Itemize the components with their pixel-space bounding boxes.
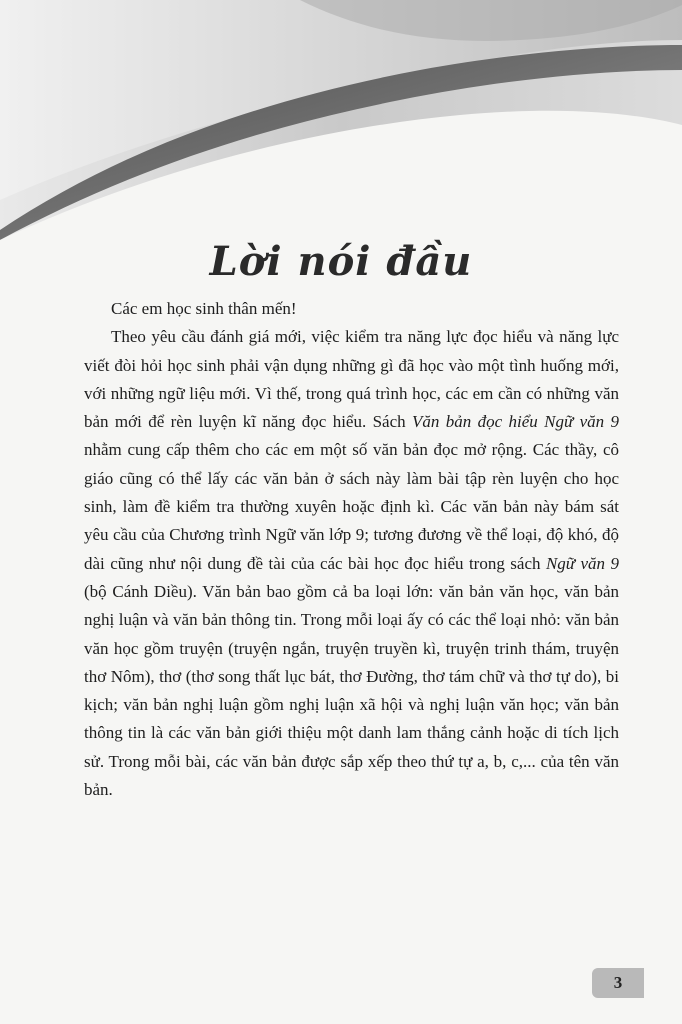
paragraph-text-1: Theo yêu cầu đánh giá mới, việc kiểm tra năng lực đọc hiểu và năng lực viết đòi hỏi học sinh phải vận dụng những gì đã học vào một tình huống mới, với những ngữ liệu mới. Vì thế, trong quá trình học, các em cần có những văn bản mới để rèn luyện kĩ năng đọc hiểu. Sách [84,327,619,432]
greeting-line: Các em học sinh thân mến! [111,299,297,318]
preface-body [84,295,619,804]
preface-paragraph [84,323,619,804]
decorative-swoosh-header [0,0,682,240]
page-number: 3 [613,973,623,992]
page-title: Lời nói đầu [209,238,473,285]
paragraph-text-2: nhằm cung cấp thêm cho các em một số văn bản đọc mở rộng. Các thầy, cô giáo cũng có thể lấy các văn bản ở sách này làm bài tập rèn luyện cho học sinh, làm đề kiểm tra thường xuyên hoặc định kì. Các văn bản này bám sát yêu cầu của Chương trình Ngữ văn lớp 9; tương đương về thể loại, độ khó, độ dài cũng như nội dung đề tài của các bài học đọc hiểu trong sách [84,440,619,573]
book-title-italic-1: Văn bản đọc hiểu Ngữ văn 9 [411,412,619,432]
paragraph-text-3: (bộ Cánh Diều). Văn bản bao gồm cả ba loại lớn: văn bản văn học, văn bản nghị luận và văn bản thông tin. Trong mỗi loại ấy có các thể loại nhỏ: văn bản văn học gồm truyện (truyện ngắn, truyện truyền kì, truyện trinh thám, truyện thơ Nôm), thơ (thơ song thất lục bát, thơ Đường, thơ tám chữ và thơ tự do), bi kịch; văn bản nghị luận gồm nghị luận xã hội và nghị luận văn học; văn bản thông tin là các văn bản giới thiệu một danh lam thắng cảnh hoặc di tích lịch sử. Trong mỗi bài, các văn bản được sắp xếp theo thứ tự a, b, c,... của tên văn bản. [84,581,619,800]
page-number-tab [592,968,644,998]
book-title-italic-2: Ngữ văn 9 [545,553,620,573]
